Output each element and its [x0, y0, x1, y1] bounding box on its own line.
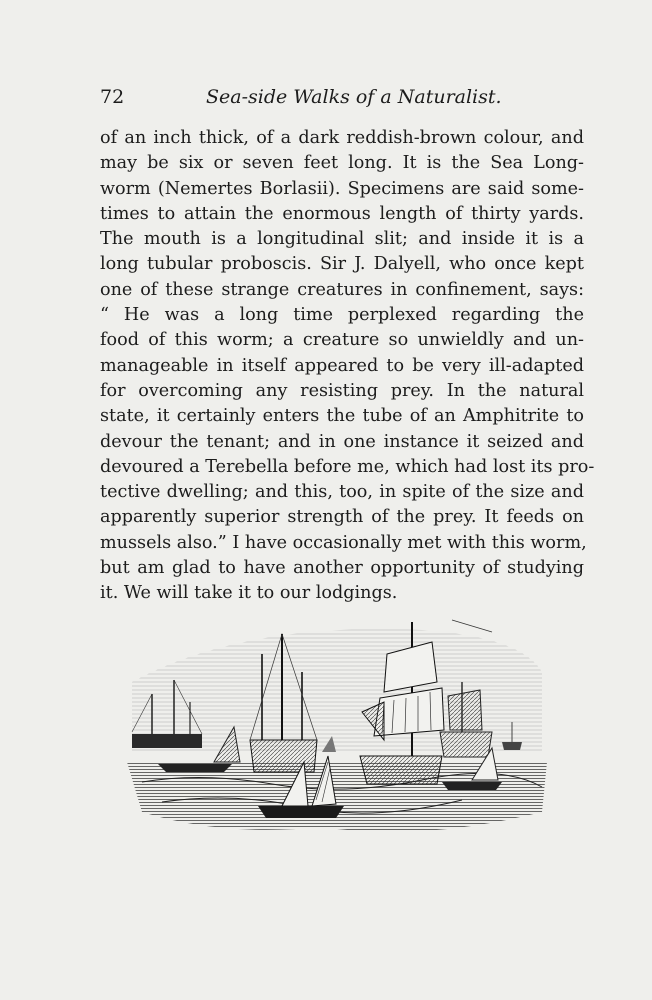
text-line: one of these strange creatures in confinement, says: — [100, 279, 584, 300]
text-line: it. We will take it to our lodgings. — [100, 583, 398, 604]
text-line: devour the tenant; and in one instance it seized and — [100, 431, 584, 452]
text-line: worm (Nemertes Borlasii). Specimens are said some- — [100, 178, 584, 199]
text-line: “ He was a long time perplexed regarding the — [100, 305, 584, 326]
running-title: Sea-side Walks of a Naturalist. — [206, 86, 502, 108]
text-line: times to attain the enormous length of thirty yards. — [100, 203, 584, 224]
text-line: apparently superior strength of the prey. It feeds on — [100, 507, 584, 528]
text-line: but am glad to have another opportunity of studying — [100, 558, 584, 579]
text-line: manageable in itself appeared to be very ill-adapted — [100, 355, 584, 376]
text-line: The mouth is a longitudinal slit; and inside it is a — [100, 229, 584, 250]
text-line: may be six or seven feet long. It is the Sea Long- — [100, 153, 584, 174]
text-line: of an inch thick, of a dark reddish-brown colour, and — [100, 128, 584, 148]
text-line: for overcoming any resisting prey. In the natural — [100, 380, 584, 401]
page-header — [100, 86, 582, 116]
text-line: mussels also.” I have occasionally met with this worm, — [100, 532, 587, 553]
ships-engraving — [122, 612, 552, 892]
text-line: devoured a Terebella before me, which had lost its pro- — [100, 456, 595, 477]
text-line: food of this worm; a creature so unwieldly and un- — [100, 330, 584, 351]
page-number: 72 — [100, 86, 125, 108]
text-line: state, it certainly enters the tube of an Amphitrite to — [100, 406, 584, 427]
text-line: tective dwelling; and this, too, in spite of the size and — [100, 482, 584, 503]
body-text — [100, 126, 595, 607]
text-line: long tubular proboscis. Sir J. Dalyell, who once kept — [100, 254, 584, 275]
